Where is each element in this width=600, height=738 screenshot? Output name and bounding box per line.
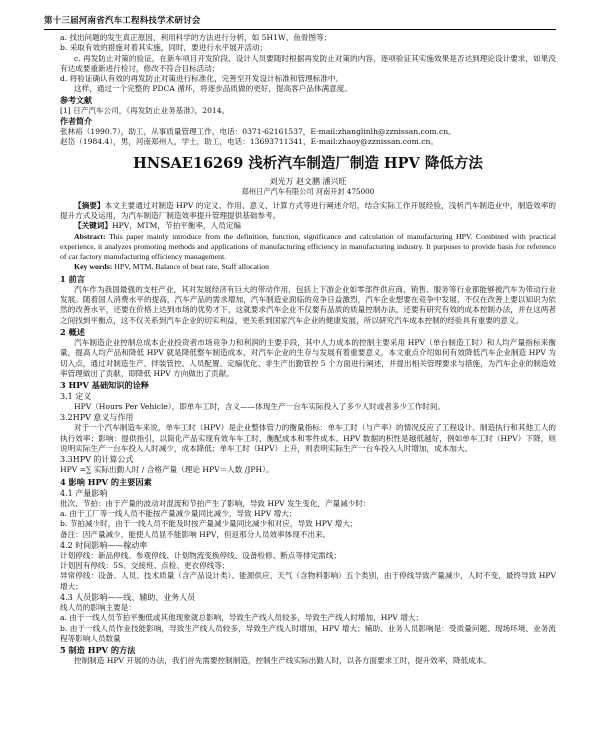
keywords-cn-label: 【关键词】: [74, 221, 112, 231]
keywords-en-text: HPV, MTM, Balance of beat rate, Staff allocation: [114, 262, 270, 272]
list-line: 异常停线：设备、人员、技术质量（含产品设计类）、能源供应、天气（含物料影响）五个类别，由于停线导致产量减少，人时不变，最终导致 HPV 增大；: [60, 571, 556, 591]
subsection-heading: 3.1 定义: [60, 392, 92, 402]
list-line: a. 由于工厂等一线人员不能按产量减少量同比减少，导致 HPV 增大；: [60, 508, 297, 518]
section-heading: 4 影响 HPV 的主要因素: [60, 476, 152, 487]
list-line: 计划因有停线：5S、交接班、点检、更衣停线等；: [60, 561, 230, 571]
section-body: 汽车制造企业控制总成本企业投资者市场竞争力和利润的主要手段，其中人力成本的控制主要采用 HPV（单台制造工时）和人均产量指标来衡量，提高人均产品和降低 HPV 就是降低整车制造成本，对汽车企业的生存与发展有着重要意义，本文重点介绍如何有效降低汽车企业制造 HPV 为切入点，通过对制造生产、拌装管控、人员配置、定编优化、非生产出勤管控 5 个方面进行阐述，并提出相关管理要求与措施，为汽车企业的制造效率管理做出了贡献，即降低 HPV 方向做出了贡献。: [60, 337, 556, 378]
subsection-heading: 3.3HPV 的计算公式: [60, 455, 134, 465]
article-affiliation: 郑州日产汽车有限公司 河南开封 475000: [241, 186, 375, 196]
author-bio: 张林裕（1990.7），助工，从事质量管理工作，电话：0371-62161537，E-mail:zhanglinlh@zznissan.com.cn。: [60, 127, 456, 137]
keywords-cn: [60, 221, 556, 231]
prev-item: a. 找出问题的发生真正原因，利用科学的方法进行分析，如 5H1W、鱼骨图等；: [60, 33, 332, 42]
section-heading: 5 制造 HPV 的方法: [60, 645, 136, 656]
running-header: 第十三届河南省汽车工程科技学术研讨会: [44, 16, 201, 26]
keywords-cn-text: HPV，MTM，节拍平衡率，人员定编: [111, 221, 241, 231]
content: [60, 33, 556, 666]
list-line: b. 由于一线人员作业技能影响，导致生产线人员较多，导致生产线人时增加，HPV 增大；辅助、业务人员影响是：受质量问题、现场环境、业务流程等影响人员数量: [60, 623, 556, 643]
abstract-cn: [60, 201, 556, 222]
abstract-cn-text: 本文主要通过对制造 HPV 的定义、作用、意义、计算方式等进行阐述介绍，结合实际工作开展经验，浅析汽车制造业中，制造效率的提升方式及运用，为汽车制造厂制造效率提升管理提供基础参考。: [60, 200, 557, 220]
section-heading: 1 前言: [60, 273, 85, 284]
keywords-en: [60, 262, 556, 272]
list-line: a. 由于一线人员节拍平衡低或其他现象就总影响，导致生产线人员较多，导致生产线人时增加，HPV 增大；: [60, 613, 424, 623]
abstract-en-text: This paper mainly introduce from the definition, function, significance and calculation of manufacturing HPV. Combined with practical experience, it analyzes promoting methods and applications of manufacturing efficiency in manufacturing industry. It purposes to provide basis for reference of car factory manufacturing efficiency management.: [60, 231, 557, 262]
formula: HPV =∑ 实际出勤人时 / 合格产量（理论 HPV＝人数 /JPH）。: [60, 465, 274, 475]
prev-conclusion: 这样，通过一个完整的 PDCA 循环，将逐步品质做的更好，提高客户品体满意度。: [74, 84, 352, 94]
article-title: HNSAE16269 浅析汽车制造厂制造 HPV 降低方法: [133, 154, 483, 172]
subsection-heading: 4.2 时间影响——稼动率: [60, 540, 148, 550]
subsection-body: 对于一个汽车制造车来说，单车工时（HPV）是企业整体管力的衡量指标：单车工时（与产率）的情况反应了工程设计、制造执行和其他工人的执行效率；影响：提供指引，以简化产品实现有效车车工时，衡配成本和零件成本。HPV 数据的积性是越低越好，例如单车工时（HPV）下降，则说明实际生产一台车投入人时减少，成本降低；单车工时（HPV）上升，则表明实际生产一台车投入人时增加，成本加大。: [60, 423, 556, 454]
subsection-heading: 4.3 人员影响——线、辅助、业务人员: [60, 592, 196, 602]
list-line: 线人员的影响主要是：: [60, 602, 136, 612]
prev-item: c. 再发防止对策的验证，在新车项目开发阶段、设计人员要随时根据再发防止对策的内容，逐项验证其实施效果是否达到理论设计要求，如果没有达成要重新进行检讨，修改不符合目标活动；: [60, 53, 556, 73]
list-line: 备注：因产量减少，能使人员显不能影响 HPV，但返那分人员效率体现不出来。: [60, 529, 331, 539]
authors-heading: 作者简介: [60, 116, 92, 127]
section-body: 控制制造 HPV 开展的办法，我们首先需要控制制造，控制生产线实际出勤人时，以各方面要求工时，提升效率，降低成本。: [74, 656, 491, 666]
author-bio: 赵岱（1984.4），男，河南郑州人，学士，助工，电话：13693711341，E-mail:zhaoy@zznissan.com.cn。: [60, 137, 438, 147]
subsection-body: HPV（Hours Per Vehicle），即单车工时，含义——体现生产一台车实际投入了多少人时或者多少工作时间。: [74, 402, 446, 412]
prev-item: b. 采取有效的措施对着其实施，同时，要进行水平展开活动；: [60, 43, 268, 53]
refs-heading: 参考文献: [60, 94, 92, 105]
header-rule: [44, 29, 556, 30]
prev-item: d. 将验证确认有效的再发防止对策进行标准化，完善至开发设计标准和管理标准中。: [60, 74, 344, 84]
list-line: 批次、节拍：由于产量的波动对混流和节拍产生了影响，导致 HPV 发生变化，产量减少时：: [60, 498, 371, 508]
subsection-heading: 3.2HPV 意义与作用: [60, 413, 134, 423]
section-body: 汽车作为我国最强的支柱产业，其对发展经济有巨大的带动作用，包括上下游企业如零部件供应商、销售、服务等行业都能够被汽车为带动行业发展。随着国人消费水平的提高，汽车产品的需求增加，汽车制造业面临的竞争日益激烈，汽车企业想要在竞争中发展、不仅在改善上要以知识为依然的改善水平，还要在价格上达到市场的优势才下，这就要求汽车企业不仅要有品质的质量控制办法，还要有研究有效的成本控制办法，并在这两者之间找到平衡点，这不仅关系到汽车企业的切实利益，更关系到国家汽车企业的健康发展，所以研究汽车成本控制的经验具有重要的意义。: [60, 284, 556, 325]
subsection-heading: 4.1 产量影响: [60, 488, 108, 498]
article-authors: 刘光万 赵文鹏 潘兴旺: [269, 176, 347, 186]
keywords-en-label: Key words:: [74, 262, 113, 272]
list-line: b. 节拍减少时，由于一线人员不能及时按产量减少量同比减少和对应，导致 HPV 增大；: [60, 519, 358, 529]
section-heading: 2 概述: [60, 326, 85, 337]
abstract-en-label: Abstract:: [74, 231, 106, 241]
list-line: 计划停线：新品停线、参观停线、计划物流变换停线、设备检修、断点等排定需线；: [60, 550, 341, 560]
prev-article: [60, 33, 556, 148]
abstract-en: [60, 232, 556, 263]
reference: [1] 日产汽车公司，《再发防止业务基准》，2014。: [60, 105, 230, 115]
section-heading: 3 HPV 基础知识的诠释: [60, 380, 149, 391]
abstract-cn-label: 【摘要】: [74, 200, 105, 210]
